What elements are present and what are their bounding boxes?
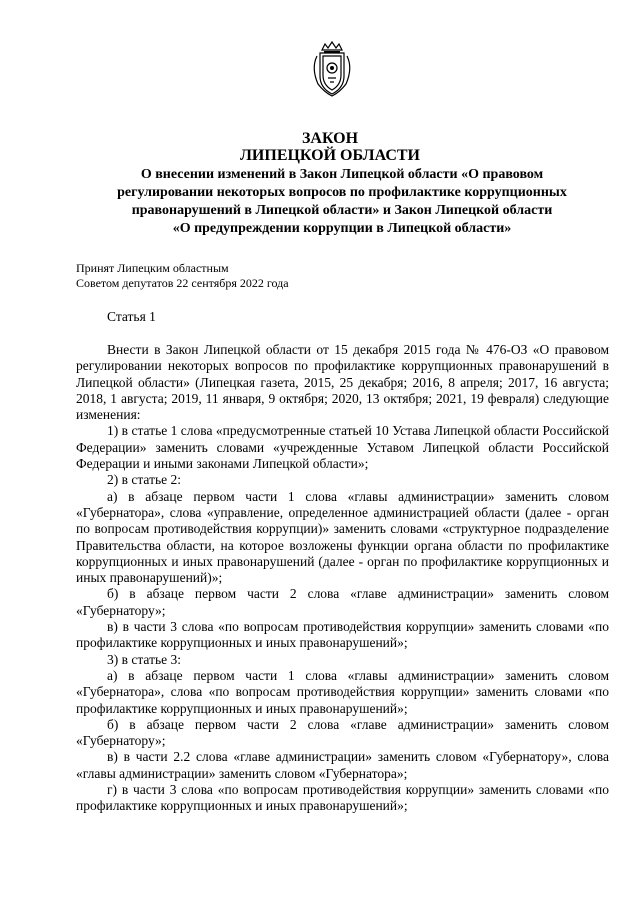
law-title [60, 130, 600, 164]
subtitle-line: О внесении изменений в Закон Липецкой области «О правовом [140, 167, 544, 182]
paragraph: 2) в статье 2: [107, 472, 181, 488]
paragraph: г) в части 3 слова «по вопросам противодействия коррупции» заменить словами «по профилактике коррупционных и иных правонарушений»; [76, 782, 609, 814]
paragraph: а) в абзаце первом части 1 слова «главы администрации» заменить словом «Губернатора», слова «по вопросам противодействия коррупции» заменить словами «по профилактике коррупционных и иных правонарушений»; [76, 667, 609, 716]
title-line-2: ЛИПЕЦКОЙ ОБЛАСТИ [240, 147, 420, 164]
title-line-1: ЗАКОН [301, 130, 359, 147]
coat-of-arms-icon [308, 38, 356, 98]
paragraph: в) в части 3 слова «по вопросам противодействия коррупции» заменить словами «по профилактике коррупционных и иных правонарушений»; [76, 619, 609, 651]
paragraph: б) в абзаце первом части 2 слова «главе администрации» заменить словом «Губернатору»; [76, 586, 609, 618]
paragraph: 1) в статье 1 слова «предусмотренные статьей 10 Устава Липецкой области Российской Федерации» заменить словами «учрежденные Уставом Липецкой области Российской Федерации и иными законами Липецкой области»; [76, 423, 609, 472]
paragraph: 3) в статье 3: [107, 651, 181, 667]
article-body [76, 342, 609, 815]
paragraph: в) в части 2.2 слова «главе администрации» заменить словом «Губернатору», слова «главы администрации» заменить словом «Губернатора»; [76, 749, 609, 781]
subtitle-line: «О предупреждении коррупции в Липецкой области» [172, 221, 512, 236]
subtitle-line: правонарушений в Липецкой области» и Закон Липецкой области [131, 203, 553, 218]
adoption-note [76, 261, 289, 291]
adoption-line-1: Принят Липецким областным [76, 261, 229, 275]
paragraph: а) в абзаце первом части 1 слова «главы администрации» заменить словом «Губернатора», слова «управление, определенное администрацией области (далее - орган по вопросам противодействия коррупции)» заменить словами «структурное подразделение Правительства области, на которое возложены функции органа области по профилактике коррупционных и иных правонарушений (далее - орган по профилактике коррупционных и иных правонарушений)»; [76, 488, 609, 586]
paragraph: Внести в Закон Липецкой области от 15 декабря 2015 года № 476-ОЗ «О правовом регулировании некоторых вопросов по профилактике коррупционных правонарушений в Липецкой области» (Липецкая газета, 2015, 25 декабря; 2016, 8 апреля; 2017, 16 августа; 2018, 1 августа; 2019, 11 января, 9 октября; 2020, 13 октября; 2021, 19 февраля) следующие изменения: [76, 342, 609, 423]
law-subtitle [72, 166, 612, 238]
paragraph: б) в абзаце первом части 2 слова «главе администрации» заменить словом «Губернатору»; [76, 716, 609, 749]
adoption-line-2: Советом депутатов 22 сентября 2022 года [76, 276, 289, 290]
subtitle-line: регулировании некоторых вопросов по профилактике коррупционных [117, 185, 567, 200]
article-heading: Статья 1 [107, 309, 156, 324]
